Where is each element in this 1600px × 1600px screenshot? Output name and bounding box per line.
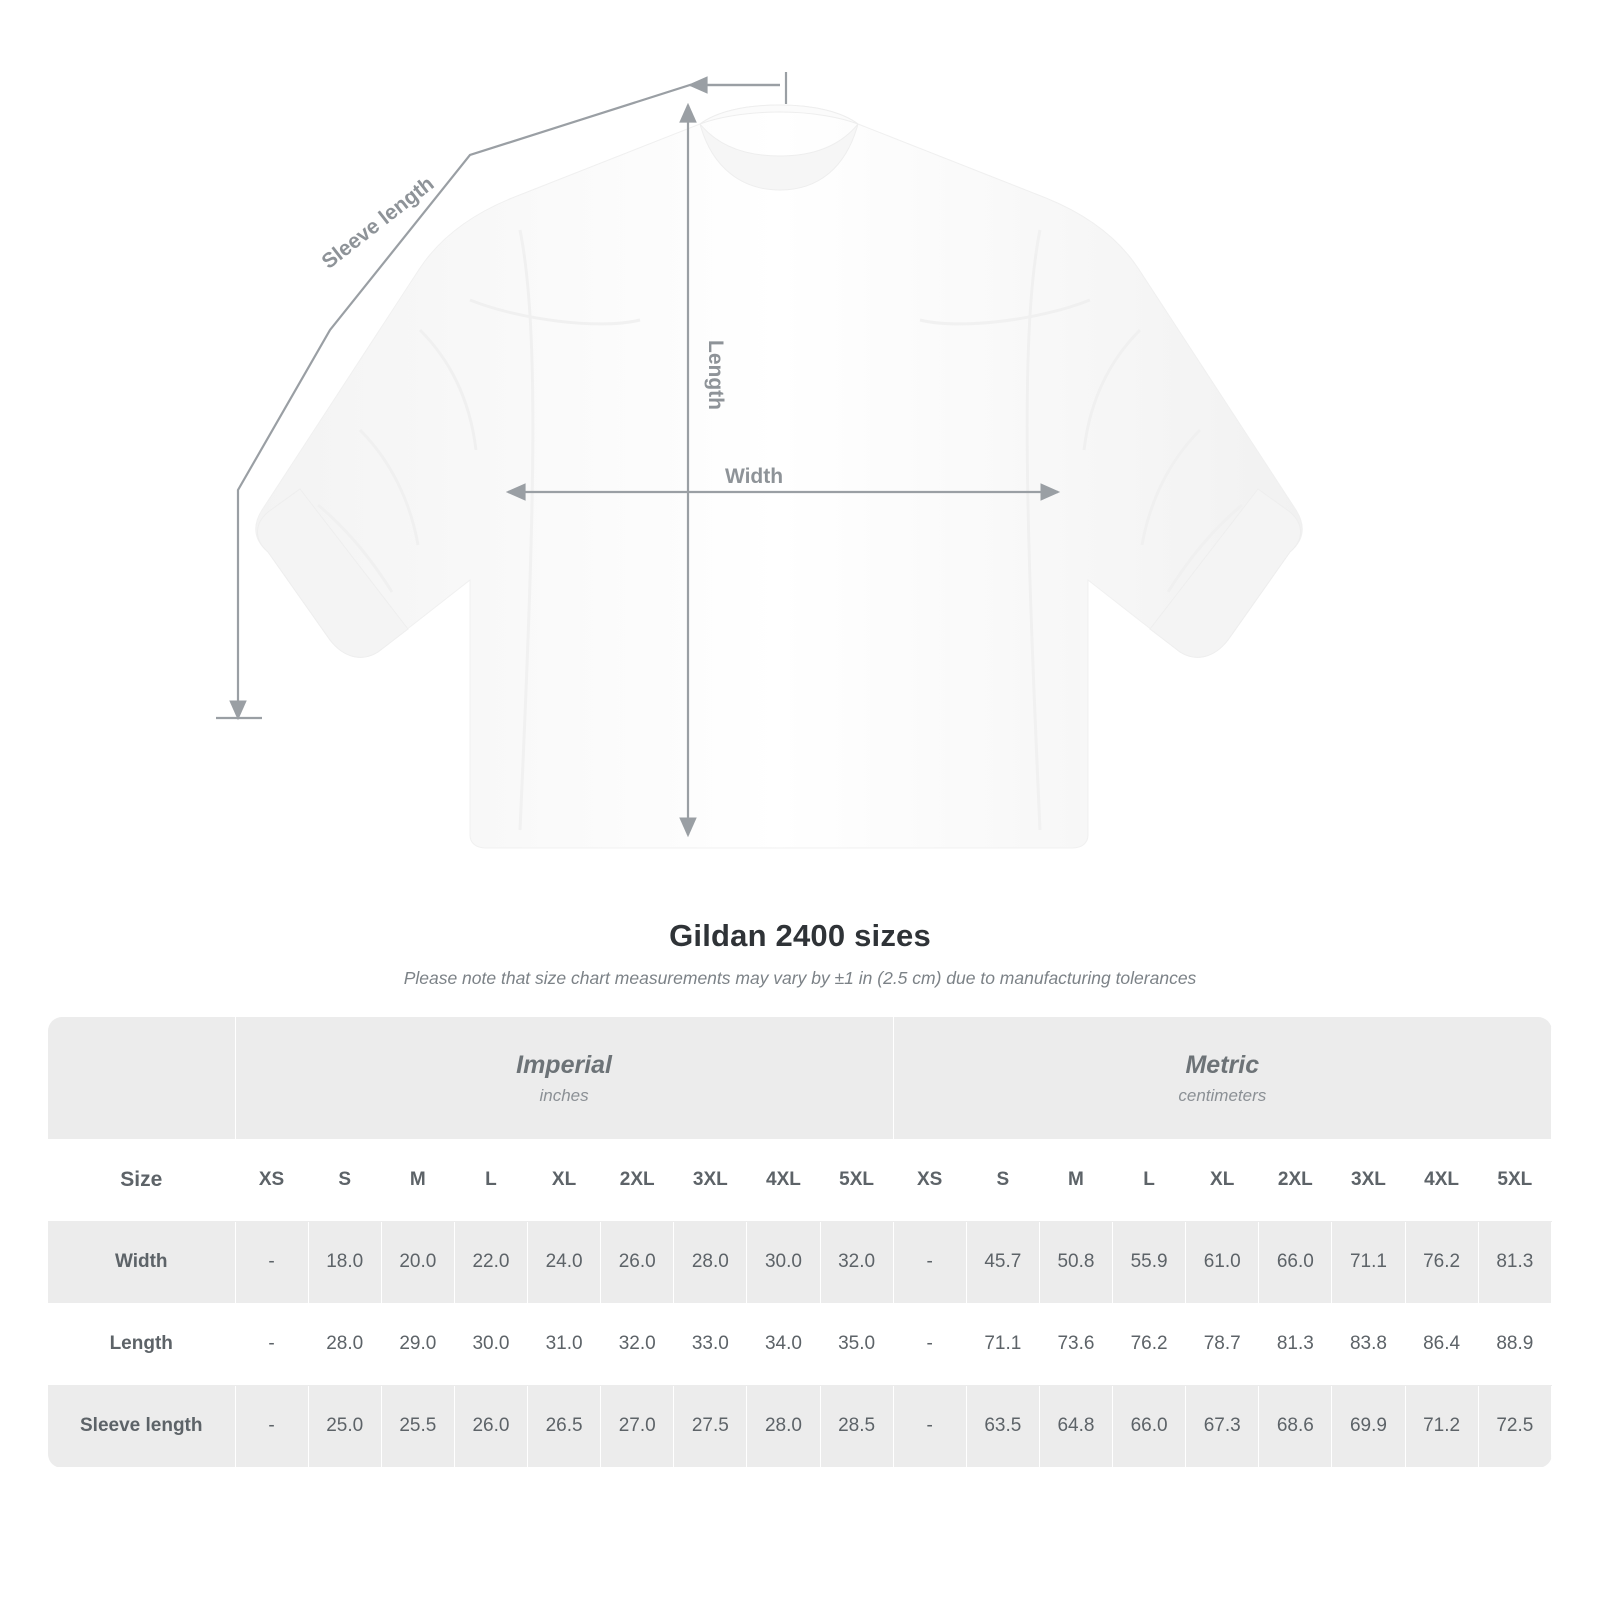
- size-table-wrapper: [48, 1017, 1552, 1468]
- cell: 31.0: [528, 1303, 601, 1385]
- metric-sub: centimeters: [1178, 1085, 1267, 1105]
- cell: 22.0: [454, 1221, 527, 1303]
- size-col-met-2: M: [1039, 1139, 1112, 1221]
- cell: -: [235, 1385, 308, 1467]
- size-col-imp-5: 2XL: [601, 1139, 674, 1221]
- cell: 67.3: [1186, 1385, 1259, 1467]
- cell: 27.5: [674, 1385, 747, 1467]
- size-col-imp-6: 3XL: [674, 1139, 747, 1221]
- cell: 71.1: [966, 1303, 1039, 1385]
- cell: 28.0: [747, 1385, 820, 1467]
- cell: -: [235, 1303, 308, 1385]
- cell: -: [893, 1303, 966, 1385]
- cell: 30.0: [454, 1303, 527, 1385]
- imperial-name: Imperial: [516, 1050, 612, 1079]
- cell: 81.3: [1259, 1303, 1332, 1385]
- table-corner: [48, 1017, 235, 1139]
- length-label: Length: [704, 340, 727, 410]
- cell: 86.4: [1405, 1303, 1478, 1385]
- cell: 20.0: [381, 1221, 454, 1303]
- cell: 29.0: [381, 1303, 454, 1385]
- cell: 76.2: [1405, 1221, 1478, 1303]
- row-label-width: Width: [48, 1221, 235, 1303]
- size-col-imp-8: 5XL: [820, 1139, 893, 1221]
- cell: 33.0: [674, 1303, 747, 1385]
- cell: 64.8: [1039, 1385, 1112, 1467]
- row-label-sleeve-length: Sleeve length: [48, 1385, 235, 1467]
- size-col-met-8: 5XL: [1478, 1139, 1551, 1221]
- metric-name: Metric: [1185, 1050, 1260, 1079]
- cell: -: [893, 1221, 966, 1303]
- title-block: [0, 918, 1600, 989]
- size-col-imp-7: 4XL: [747, 1139, 820, 1221]
- cell: 26.5: [528, 1385, 601, 1467]
- units-row: [48, 1017, 1552, 1139]
- cell: 83.8: [1332, 1303, 1405, 1385]
- size-col-met-3: L: [1113, 1139, 1186, 1221]
- cell: -: [893, 1385, 966, 1467]
- size-col-imp-3: L: [454, 1139, 527, 1221]
- size-col-met-1: S: [966, 1139, 1039, 1221]
- cell: 26.0: [601, 1221, 674, 1303]
- cell: 30.0: [747, 1221, 820, 1303]
- size-col-met-7: 4XL: [1405, 1139, 1478, 1221]
- size-label: Size: [48, 1139, 235, 1221]
- cell: 35.0: [820, 1303, 893, 1385]
- cell: 34.0: [747, 1303, 820, 1385]
- cell: 66.0: [1113, 1385, 1186, 1467]
- size-col-imp-1: S: [308, 1139, 381, 1221]
- sleeve-length-label: Sleeve length: [317, 172, 439, 274]
- cell: 71.2: [1405, 1385, 1478, 1467]
- cell: 18.0: [308, 1221, 381, 1303]
- cell: 73.6: [1039, 1303, 1112, 1385]
- cell: 24.0: [528, 1221, 601, 1303]
- size-col-met-5: 2XL: [1259, 1139, 1332, 1221]
- size-table: [48, 1017, 1552, 1468]
- cell: 55.9: [1113, 1221, 1186, 1303]
- cell: 26.0: [454, 1385, 527, 1467]
- cell: 71.1: [1332, 1221, 1405, 1303]
- size-col-imp-4: XL: [528, 1139, 601, 1221]
- cell: 25.5: [381, 1385, 454, 1467]
- cell: 50.8: [1039, 1221, 1112, 1303]
- size-col-imp-0: XS: [235, 1139, 308, 1221]
- cell: -: [235, 1221, 308, 1303]
- cell: 69.9: [1332, 1385, 1405, 1467]
- tolerance-note: Please note that size chart measurements may vary by ±1 in (2.5 cm) due to manufacturing tolerances: [403, 968, 1197, 988]
- cell: 66.0: [1259, 1221, 1332, 1303]
- table-row: [48, 1221, 1552, 1303]
- imperial-sub: inches: [539, 1085, 589, 1105]
- cell: 28.5: [820, 1385, 893, 1467]
- size-col-met-6: 3XL: [1332, 1139, 1405, 1221]
- table-row: [48, 1385, 1552, 1467]
- cell: 76.2: [1113, 1303, 1186, 1385]
- imperial-header: [235, 1017, 893, 1139]
- size-header-row: [48, 1139, 1552, 1221]
- width-label: Width: [724, 465, 784, 488]
- cell: 45.7: [966, 1221, 1039, 1303]
- cell: 61.0: [1186, 1221, 1259, 1303]
- cell: 81.3: [1478, 1221, 1551, 1303]
- cell: 32.0: [820, 1221, 893, 1303]
- table-row: [48, 1303, 1552, 1385]
- page-title: Gildan 2400 sizes: [669, 918, 931, 953]
- size-col-imp-2: M: [381, 1139, 454, 1221]
- cell: 27.0: [601, 1385, 674, 1467]
- row-label-length: Length: [48, 1303, 235, 1385]
- cell: 25.0: [308, 1385, 381, 1467]
- cell: 28.0: [674, 1221, 747, 1303]
- cell: 28.0: [308, 1303, 381, 1385]
- cell: 63.5: [966, 1385, 1039, 1467]
- cell: 72.5: [1478, 1385, 1551, 1467]
- cell: 68.6: [1259, 1385, 1332, 1467]
- cell: 78.7: [1186, 1303, 1259, 1385]
- cell: 88.9: [1478, 1303, 1551, 1385]
- size-col-met-0: XS: [893, 1139, 966, 1221]
- cell: 32.0: [601, 1303, 674, 1385]
- metric-header: [893, 1017, 1551, 1139]
- size-col-met-4: XL: [1186, 1139, 1259, 1221]
